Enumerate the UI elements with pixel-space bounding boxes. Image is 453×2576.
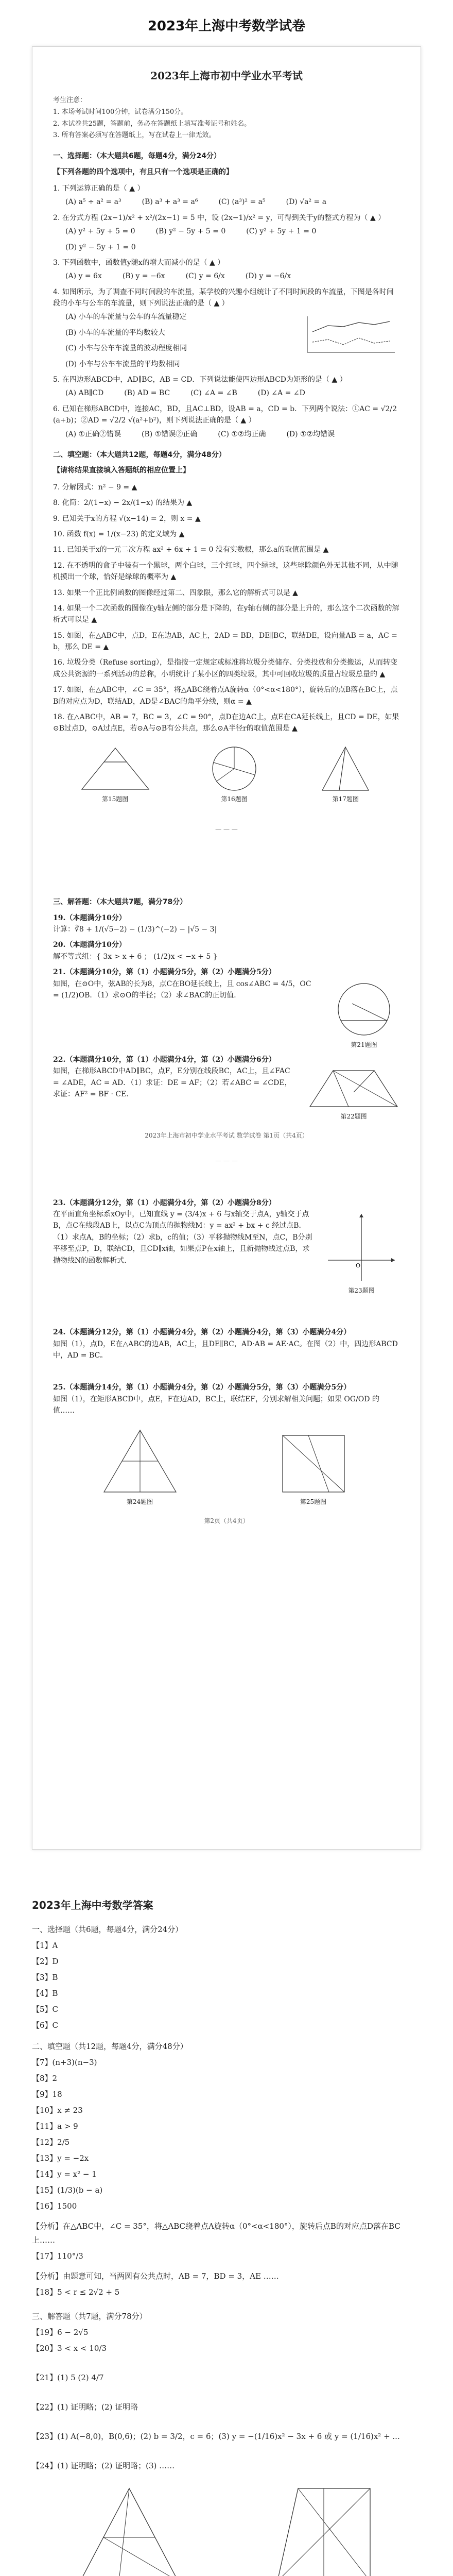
answer-item: 【13】y = −2x: [32, 2154, 89, 2163]
solve-title: 25.（本题满分14分，第（1）小题满分4分，第（2）小题满分5分，第（3）小题满分5分）: [53, 1383, 351, 1392]
option: (C) ①②均正确: [218, 430, 266, 438]
solve-title: 20.（本题满分10分）: [53, 941, 126, 950]
section2-heading: 二、填空题：（本大题共12题，每题4分，满分48分）: [53, 451, 226, 459]
answer-item: 【16】1500: [32, 2201, 77, 2211]
mc-question: [53, 183, 400, 208]
option: (D) y² − 5y + 1 = 0: [65, 243, 136, 251]
question-stem: 4. 如图所示，为了调查不同时间段的车流量，某学校的兴趣小组统计了不同时间段的车流量，下图是各时间段的小车与公车的车流量，则下列说法正确的是（ ▲ ）: [53, 287, 394, 308]
fill-question: 17. 如图，在△ABC中，∠C = 35°，将△ABC绕着点A旋转α（0°<α<180°），旋转后的点B落在BC上，点B的对应点为D，联结AD，AD是∠BAC的角平分线，则α = ▲: [53, 686, 398, 706]
section2-note: 【请将结果直接填入答题纸的相应位置上】: [53, 466, 190, 475]
figure-caption: 第16题图: [221, 795, 248, 803]
answer-item: 【7】(n+3)(n−3): [32, 2058, 97, 2067]
document-title: 2023年上海中考数学试卷: [147, 19, 306, 34]
solve-body: 解不等式组：{ 3x > x + 6 ； (1/2)x < −x + 5 }: [53, 952, 218, 961]
option: (A) a⁵ ÷ a² = a³: [65, 198, 121, 207]
solve-body: 如图（1），点D，E在△ABC的边AB，AC上，且DE∥BC，AD·AB = AE·AC。在图（2）中，四边形ABCD中，AD = BC。: [53, 1340, 398, 1360]
figure-caption: 第21题图: [351, 1041, 377, 1048]
option: (B) y = −6x: [122, 272, 165, 281]
option: (A) ①正确②错误: [65, 430, 121, 438]
circle-figure: [328, 978, 400, 1040]
solve-question: [53, 912, 400, 936]
answers-section1-heading: 一、选择题（共6题，每题4分，满分24分）: [32, 1925, 183, 1934]
option: (D) ∠A = ∠D: [257, 389, 305, 398]
figure-caption: 第25题图: [300, 1498, 327, 1505]
figure-caption: 第15题图: [102, 795, 129, 803]
answer-item: 【3】B: [32, 1973, 58, 1982]
option: (C) (a³)² = a⁵: [218, 198, 266, 207]
figure-24: [99, 1425, 181, 1507]
option: (B) ①错误②正确: [142, 430, 198, 438]
page-divider: — — —: [215, 1157, 238, 1165]
paper-heading: 2023年上海市初中学业水平考试: [150, 70, 303, 82]
final-figures-row: [53, 1425, 400, 1507]
option: (B) a³ + a³ = a⁶: [142, 198, 198, 207]
exam-paper: [32, 46, 421, 1850]
answers-section3-heading: 三、解答题（共7题，满分78分）: [32, 2312, 147, 2321]
svg-text:O: O: [356, 1262, 361, 1269]
figure-caption: 第17题图: [332, 795, 359, 803]
coordinate-axes-figure: [323, 1209, 400, 1286]
question-stem: 6. 已知在梯形ABCD中，连接AC，BD，且AC⊥BD，设AB = a，CD = b．下列两个说法：①AC = √2/2 (a+b)；②AD = √2/2 √(a²+b²)，则下列说法正确的是（ ▲ ）: [53, 404, 397, 425]
answer-item: 【12】2/5: [32, 2138, 70, 2147]
fill-question: 9. 已知关于x的方程 √(x−14) = 2，则 x = ▲: [53, 514, 201, 523]
answer-item: 【2】D: [32, 1957, 59, 1966]
answer-figures-row: [32, 2483, 421, 2576]
answer-item: 【24】(1) 证明略；(2) 证明略；(3) ……: [32, 2461, 175, 2470]
option: (D) y = −6/x: [245, 272, 291, 281]
solve-body: 在平面直角坐标系xOy中，已知直线 y = (3/4)x + 6 与x轴交于点A，y轴交于点B，点C在线段AB上，以点C为顶点的抛物线M：y = ax² + bx + c 经过点B．（1）求点A，B的坐标；（2）求b，c的值；（3）平移抛物线M至N，点C，B分别平移至点P，D，联结CD，且CD∥x轴，如果点P在x轴上，且新抛物线过点B，求抛物线N的函数解析式．: [53, 1210, 312, 1265]
mc-question: [53, 212, 400, 253]
answer-item: 【10】x ≠ 23: [32, 2106, 83, 2115]
answer-item: 【1】A: [32, 1941, 58, 1950]
fill-question: 8. 化简：2/(1−x) − 2x/(1−x) 的结果为 ▲: [53, 499, 193, 507]
answer-section: [32, 1896, 421, 2576]
note-line: 3. 所有答案必须写在答题纸上，写在试卷上一律无效。: [53, 131, 216, 140]
mc-question: [53, 403, 400, 440]
answer-item: 【6】C: [32, 2021, 59, 2030]
solve-title: 22.（本题满分10分，第（1）小题满分4分，第（2）小题满分6分）: [53, 1055, 276, 1064]
answer-item: 【5】C: [32, 2005, 59, 2014]
figure-21: [328, 978, 400, 1050]
geometry-figure: [73, 2483, 186, 2576]
answer-figure-1: [73, 2483, 186, 2576]
figure-caption: 第24题图: [126, 1498, 153, 1505]
answer-item: 【15】(1/3)(b − a): [32, 2185, 103, 2195]
solve-title: 19.（本题满分10分）: [53, 913, 126, 922]
option: (C) ∠A = ∠B: [190, 389, 237, 398]
option: (D) 小车与公车车流量的平均数相同: [65, 360, 180, 368]
answer-item: 【11】a > 9: [32, 2122, 78, 2131]
solve-body: 计算：∛8 + 1/(√5−2) − (1/3)^(−2) − |√5 − 3|: [53, 925, 217, 934]
exam-notes: [53, 95, 400, 141]
fill-question: 18. 在△ABC中，AB = 7，BC = 3，∠C = 90°，点D在边AC上，点E在CA延长线上，且CD = DE，如果⊙B过点D，⊙A过点E，若⊙A与⊙B有公共点，那么⊙A半径r的取值范围是 ▲: [53, 713, 399, 733]
mc-question: [53, 374, 400, 399]
answer-item: 【23】(1) A(−8,0)，B(0,6)；(2) b = 3/2，c = 6；(3) y = −(1/16)x² − 3x + 6 或 y = (1/16)x² + ...: [32, 2432, 400, 2441]
pie-figure: [201, 743, 268, 794]
figure-caption: 第22题图: [340, 1113, 367, 1121]
answer-item: 【9】18: [32, 2090, 62, 2099]
solve-question: [53, 1382, 400, 1416]
figure-25: [272, 1425, 355, 1507]
trapezoid-figure: [307, 1065, 400, 1112]
answer-item: 【8】2: [32, 2074, 58, 2083]
option: (A) y² + 5y + 5 = 0: [65, 227, 135, 236]
solve-question: [53, 939, 400, 962]
fill-figures-row: [53, 743, 400, 804]
option: (D) ①②均错误: [286, 430, 335, 438]
figure-15: [77, 743, 154, 804]
figure-caption: 第23题图: [348, 1287, 375, 1295]
mc-question: [53, 257, 400, 282]
solve-body: 如图，在梯形ABCD中AD∥BC，点F，E分别在线段BC，AC上，且∠FAC = ∠ADE，AC = AD．（1）求证：DE = AF；（2）若∠ABC = ∠CDE，求证：AF² = BF · CE．: [53, 1067, 292, 1098]
answer-item: 【14】y = x² − 1: [32, 2170, 97, 2179]
figure-16: [201, 743, 268, 804]
answer-figure-2: [267, 2483, 380, 2576]
option: (B) 小车的车流量的平均数较大: [65, 328, 165, 337]
solve-title: 23.（本题满分12分，第（1）小题满分4分，第（2）小题满分8分）: [53, 1198, 276, 1207]
option: (B) AD = BC: [124, 389, 170, 398]
geometry-figure: [99, 1425, 181, 1497]
question-stem: 3. 下列函数中，函数值y随x的增大而减小的是（ ▲ ）: [53, 258, 225, 267]
solve-title: 21.（本题满分10分，第（1）小题满分5分，第（2）小题满分5分）: [53, 968, 276, 977]
option: (D) √a² = a: [286, 198, 327, 207]
page-footer: 第2页（共4页）: [204, 1517, 249, 1524]
solve-question: [53, 1054, 400, 1122]
question-stem: 1. 下列运算正确的是（ ▲ ）: [53, 184, 145, 193]
answers-title: 2023年上海中考数学答案: [32, 1899, 153, 1911]
solve-question: [53, 1327, 400, 1361]
answer-item: 【22】(1) 证明略；(2) 证明略: [32, 2402, 138, 2412]
figure-22: [307, 1065, 400, 1122]
triangle-figure: [77, 743, 154, 794]
option: (A) AB∥CD: [65, 389, 104, 398]
answer-item: 【21】(1) 5 (2) 4/7: [32, 2373, 104, 2382]
note-line: 2. 本试卷共25题，答题前，务必在答题纸上填写准考证号和姓名。: [53, 120, 251, 128]
answer-item: 【20】3 < x < 10/3: [32, 2344, 107, 2353]
section1-heading: 一、选择题：（本大题共6题，每题4分，满分24分）: [53, 152, 221, 161]
figure-23: [323, 1209, 400, 1296]
figure-17: [315, 743, 376, 804]
question-stem: 5. 在四边形ABCD中，AD∥BC，AB = CD．下列说法能使四边形ABCD为矩形的是（ ▲ ）: [53, 376, 347, 384]
fill-question: 10. 函数 f(x) = 1/(x−23) 的定义域为 ▲: [53, 530, 185, 538]
answer-item: 【18】5 < r ≤ 2√2 + 5: [32, 2287, 120, 2297]
solve-question: [53, 967, 400, 1050]
option: (A) y = 6x: [65, 272, 102, 281]
solve-question: [53, 1197, 400, 1296]
note-line: 1. 本场考试时间100分钟，试卷满分150分。: [53, 108, 188, 116]
page-footer: 2023年上海市初中学业水平考试 数学试卷 第1页（共4页）: [145, 1132, 308, 1140]
fill-question: 16. 垃圾分类（Refuse sorting），是指按一定规定或标准将垃圾分类储存、分类投放和分类搬运，从而转变成公共资源的一系列活动的总称，小明统计了某小区的四类垃圾，其中可回收垃圾的质量占垃圾总量的 ▲: [53, 658, 398, 679]
analysis-text: 【分析】由题意可知，当两圆有公共点时，AB = 7，BD = 3，AE ……: [32, 2272, 279, 2281]
geometry-figure: [267, 2483, 380, 2576]
option: (A) 小车的车流量与公车的车流量稳定: [65, 313, 187, 321]
question-stem: 2. 在分式方程 (2x−1)/x² + x²/(2x−1) = 5 中，设 (2x−1)/x² = y，可得到关于y的整式方程为（ ▲ ）: [53, 213, 386, 222]
section1-note: 【下列各题的四个选项中，有且只有一个选项是正确的】: [53, 167, 233, 176]
option: (B) y² − 5y + 5 = 0: [155, 227, 226, 236]
option: (C) 小车与公车车流量的波动程度相同: [65, 344, 187, 353]
solve-body: 如图（1），在矩形ABCD中，点E，F在边AD，BC上，联结EF，分别求解相关问题；如果 OG/OD 的值……: [53, 1395, 379, 1415]
fill-question: 12. 在不透明的盒子中装有一个黑球，两个白球，三个红球，四个绿球，这些球除颜色外无其他不同，从中随机摸出一个球，恰好是绿球的概率为 ▲: [53, 561, 398, 582]
answer-item: 【19】6 − 2√5: [32, 2328, 89, 2337]
fill-question: 11. 已知关于x的一元二次方程 ax² + 6x + 1 = 0 没有实数根，那么a的取值范围是 ▲: [53, 546, 329, 554]
geometry-figure: [272, 1425, 355, 1497]
analysis-text: 【分析】在△ABC中，∠C = 35°，将△ABC绕着点A旋转α（0°<α<180°），旋转后点B的对应点D落在BC上……: [32, 2222, 400, 2245]
option: (C) y = 6/x: [185, 272, 225, 281]
option: (C) y² + 5y + 1 = 0: [246, 227, 317, 236]
answer-item: 【4】B: [32, 1989, 58, 1998]
fill-question: 14. 如果一个二次函数的图像在y轴左侧的部分是下降的，在y轴右侧的部分是上升的，那么这个二次函数的解析式可以是 ▲: [53, 604, 399, 624]
fill-question: 7. 分解因式：n² − 9 = ▲: [53, 483, 137, 492]
mc-question: [53, 286, 400, 370]
fill-question: 15. 如图，在△ABC中，点D，E在边AB，AC上，2AD = BD，DE∥BC，联结DE，设向量AB = a，AC = b，那么 DE = ▲: [53, 631, 397, 652]
section3-heading: 三、解答题：（本大题共7题，满分78分）: [53, 898, 187, 907]
solve-body: 如图，在⊙O中，弦AB的长为8，点C在BO延长线上，且 cos∠ABC = 4/5，OC = (1/2)OB．（1）求⊙O的半径；（2）求∠BAC的正切值．: [53, 979, 311, 999]
rotation-figure: [315, 743, 376, 794]
note-line: 考生注意：: [53, 96, 87, 104]
answer-item: 【17】110°/3: [32, 2251, 83, 2261]
fill-question: 13. 如果一个正比例函数的图像经过第二、四象限，那么它的解析式可以是 ▲: [53, 588, 298, 597]
page-divider: — — —: [215, 826, 238, 833]
answers-section2-heading: 二、填空题（共12题，每题4分，满分48分）: [32, 2042, 188, 2051]
solve-title: 24.（本题满分12分，第（1）小题满分4分，第（2）小题满分4分，第（3）小题满分4分）: [53, 1328, 351, 1337]
traffic-chart-figure: [297, 311, 400, 358]
